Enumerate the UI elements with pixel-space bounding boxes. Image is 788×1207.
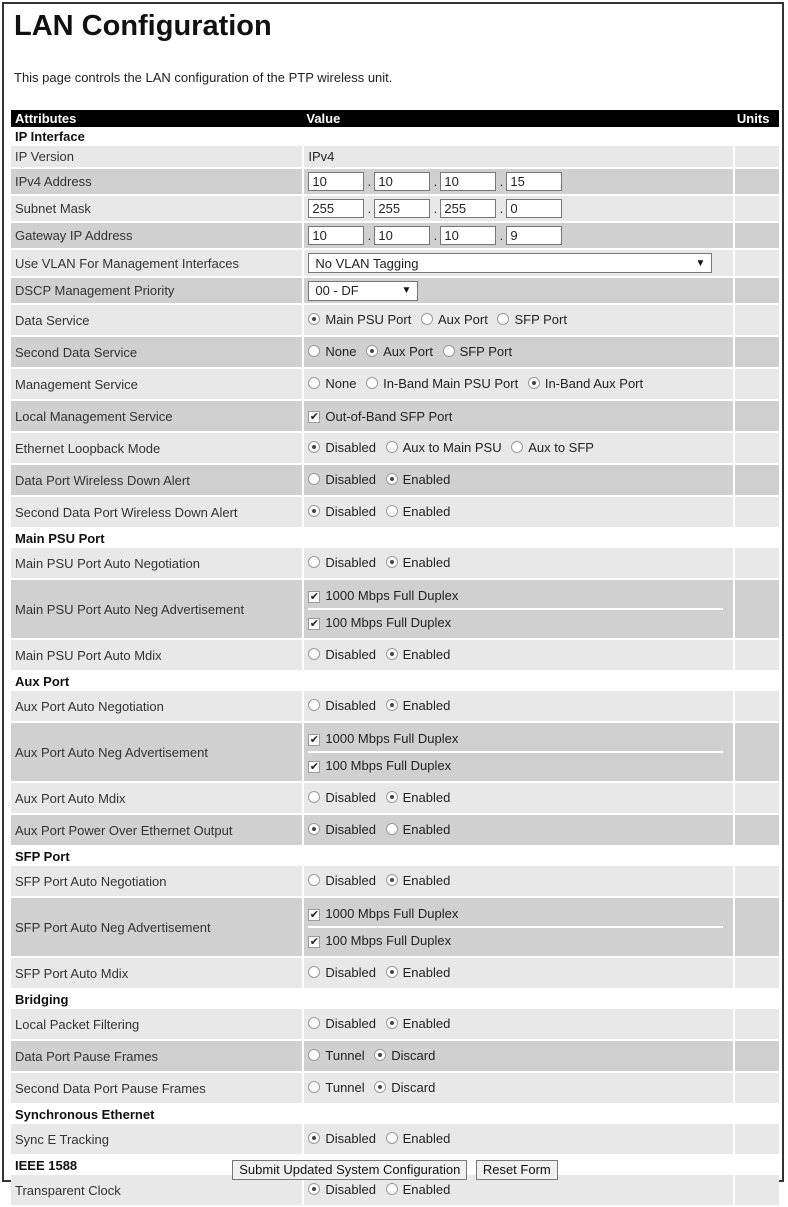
aux-auto-neg-enabled-radio[interactable]: Enabled	[386, 698, 451, 713]
local-mgmt-sfp-checkbox[interactable]: ✔ Out-of-Band SFP Port	[309, 409, 453, 425]
vlan-select[interactable]	[308, 253, 712, 273]
second-alert-enabled-radio[interactable]: Enabled	[386, 504, 451, 519]
radio-icon	[308, 1049, 320, 1061]
section-ieee1588: IEEE 1588	[11, 1156, 779, 1175]
dscp-select[interactable]	[308, 281, 418, 301]
attributes-header: Attributes	[11, 110, 302, 127]
ipv4-address-field: 10 . 10 . 10 . 15	[308, 172, 562, 191]
sfp-auto-neg-enabled-radio[interactable]: Enabled	[386, 873, 451, 888]
table-row	[11, 223, 779, 250]
page-title: LAN Configuration	[14, 10, 272, 42]
local-filter-enabled-radio[interactable]: Enabled	[386, 1016, 451, 1031]
radio-icon	[421, 313, 433, 325]
aux-adv-1000-checkbox[interactable]: ✔ 1000 Mbps Full Duplex	[309, 731, 459, 746]
radio-selected-icon	[308, 1132, 320, 1144]
radio-selected-icon	[386, 648, 398, 660]
second-alert-disabled-radio[interactable]: Disabled	[308, 504, 376, 519]
management-service-label: Management Service	[11, 369, 302, 401]
subnet-octet-3[interactable]: 255	[440, 199, 496, 218]
ipv4-octet-3[interactable]: 10	[440, 172, 496, 191]
page-intro: This page controls the LAN configuration of the PTP wireless unit.	[14, 70, 393, 85]
loopback-aux-main-radio[interactable]: Aux to Main PSU	[386, 440, 502, 455]
section-main-psu: Main PSU Port	[11, 529, 779, 548]
radio-icon	[497, 313, 509, 325]
gateway-octet-1[interactable]: 10	[308, 226, 364, 245]
checkbox-checked-icon: ✔	[309, 734, 319, 746]
radio-selected-icon	[386, 473, 398, 485]
aux-auto-neg-adv-label: Aux Port Auto Neg Advertisement	[11, 723, 302, 783]
main-psu-mdix-label: Main PSU Port Auto Mdix	[11, 640, 302, 672]
radio-selected-icon	[386, 699, 398, 711]
sfp-auto-neg-disabled-radio[interactable]: Disabled	[308, 873, 376, 888]
pause-tunnel-radio[interactable]: Tunnel	[308, 1048, 364, 1063]
aux-adv-100-checkbox[interactable]: ✔ 100 Mbps Full Duplex	[308, 751, 723, 778]
radio-icon	[308, 966, 320, 978]
mgmt-service-main-psu-radio[interactable]: In-Band Main PSU Port	[366, 376, 518, 391]
section-ip-interface: IP Interface	[11, 127, 779, 146]
radio-selected-icon	[308, 441, 320, 453]
gateway-octet-2[interactable]: 10	[374, 226, 430, 245]
main-psu-mdix-disabled-radio[interactable]: Disabled	[308, 647, 376, 662]
sfp-adv-100-checkbox[interactable]: ✔ 100 Mbps Full Duplex	[308, 926, 723, 953]
checkbox-checked-icon: ✔	[309, 909, 319, 921]
table-row	[11, 278, 779, 305]
second-pause-frames-label: Second Data Port Pause Frames	[11, 1073, 302, 1105]
checkbox-checked-icon: ✔	[309, 410, 319, 423]
table-row	[11, 898, 779, 958]
table-row	[11, 401, 779, 433]
units-header: Units	[733, 110, 779, 127]
section-sfp-port: SFP Port	[11, 847, 779, 866]
table-row	[11, 783, 779, 815]
page-frame	[2, 2, 784, 1198]
subnet-octet-1[interactable]: 255	[308, 199, 364, 218]
table-row	[11, 1124, 779, 1156]
radio-selected-icon	[366, 345, 378, 357]
checkbox-checked-icon: ✔	[309, 618, 319, 630]
ipv4-address-label: IPv4 Address	[11, 169, 302, 196]
lan-config-table	[11, 110, 779, 1207]
radio-selected-icon	[528, 377, 540, 389]
table-row	[11, 465, 779, 497]
local-filter-label: Local Packet Filtering	[11, 1009, 302, 1041]
data-service-label: Data Service	[11, 305, 302, 337]
table-row	[11, 369, 779, 401]
radio-icon	[308, 377, 320, 389]
radio-selected-icon	[386, 791, 398, 803]
sfp-mdix-enabled-radio[interactable]: Enabled	[386, 965, 451, 980]
reset-button[interactable]: Reset Form	[476, 1160, 558, 1180]
aux-auto-neg-label: Aux Port Auto Negotiation	[11, 691, 302, 723]
checkbox-checked-icon: ✔	[309, 936, 319, 948]
aux-auto-neg-disabled-radio[interactable]: Disabled	[308, 698, 376, 713]
main-psu-auto-neg-disabled-radio[interactable]: Disabled	[308, 555, 376, 570]
table-row	[11, 1041, 779, 1073]
radio-icon	[308, 648, 320, 660]
mgmt-service-aux-radio[interactable]: In-Band Aux Port	[528, 376, 643, 391]
sfp-auto-neg-adv-label: SFP Port Auto Neg Advertisement	[11, 898, 302, 958]
data-service-main-psu-radio[interactable]: Main PSU Port	[308, 312, 411, 327]
data-alert-disabled-radio[interactable]: Disabled	[308, 472, 376, 487]
second-data-service-none-radio[interactable]: None	[308, 344, 356, 359]
dscp-label: DSCP Management Priority	[11, 278, 302, 305]
pause-discard-radio[interactable]: Discard	[374, 1048, 435, 1063]
main-psu-adv-100-checkbox[interactable]: ✔ 100 Mbps Full Duplex	[308, 608, 723, 635]
table-row	[11, 433, 779, 465]
second-pause-discard-radio[interactable]: Discard	[374, 1080, 435, 1095]
transparent-clock-disabled-radio[interactable]: Disabled	[308, 1182, 376, 1197]
table-row	[11, 723, 779, 783]
table-row	[11, 305, 779, 337]
mgmt-service-none-radio[interactable]: None	[308, 376, 356, 391]
radio-icon	[308, 556, 320, 568]
transparent-clock-enabled-radio[interactable]: Enabled	[386, 1182, 451, 1197]
table-row	[11, 196, 779, 223]
second-data-service-label: Second Data Service	[11, 337, 302, 369]
table-row	[11, 580, 779, 640]
checkbox-checked-icon: ✔	[309, 761, 319, 773]
aux-mdix-disabled-radio[interactable]: Disabled	[308, 790, 376, 805]
main-psu-adv-1000-checkbox[interactable]: ✔ 1000 Mbps Full Duplex	[309, 588, 459, 603]
radio-selected-icon	[308, 505, 320, 517]
radio-icon	[386, 823, 398, 835]
radio-icon	[308, 874, 320, 886]
table-row	[11, 497, 779, 529]
data-service-aux-radio[interactable]: Aux Port	[421, 312, 488, 327]
radio-icon	[308, 699, 320, 711]
section-bridging: Bridging	[11, 990, 779, 1009]
aux-mdix-enabled-radio[interactable]: Enabled	[386, 790, 451, 805]
vlan-label: Use VLAN For Management Interfaces	[11, 250, 302, 278]
sync-e-disabled-radio[interactable]: Disabled	[308, 1131, 376, 1146]
radio-icon	[366, 377, 378, 389]
local-filter-disabled-radio[interactable]: Disabled	[308, 1016, 376, 1031]
main-psu-auto-neg-label: Main PSU Port Auto Negotiation	[11, 548, 302, 580]
table-header	[11, 110, 779, 127]
gateway-octet-4[interactable]: 9	[506, 226, 562, 245]
ipv4-octet-2[interactable]: 10	[374, 172, 430, 191]
second-pause-tunnel-radio[interactable]: Tunnel	[308, 1080, 364, 1095]
transparent-clock-label: Transparent Clock	[11, 1175, 302, 1207]
vlan-select-value: No VLAN Tagging	[315, 255, 419, 271]
loopback-disabled-radio[interactable]: Disabled	[308, 440, 376, 455]
table-row	[11, 169, 779, 196]
radio-icon	[386, 1132, 398, 1144]
radio-selected-icon	[308, 823, 320, 835]
submit-button[interactable]: Submit Updated System Configuration	[232, 1160, 467, 1180]
chevron-down-icon: ▼	[695, 257, 706, 269]
second-data-service-sfp-radio[interactable]: SFP Port	[443, 344, 513, 359]
radio-icon	[308, 1081, 320, 1093]
radio-icon	[308, 1017, 320, 1029]
form-buttons	[4, 1160, 786, 1180]
radio-selected-icon	[386, 556, 398, 568]
data-alert-enabled-radio[interactable]: Enabled	[386, 472, 451, 487]
subnet-mask-label: Subnet Mask	[11, 196, 302, 223]
gateway-label: Gateway IP Address	[11, 223, 302, 250]
table-row	[11, 691, 779, 723]
gateway-field: 10 . 10 . 10 . 9	[308, 226, 562, 245]
table-row	[11, 548, 779, 580]
main-psu-auto-neg-adv-label: Main PSU Port Auto Neg Advertisement	[11, 580, 302, 640]
dscp-select-value: 00 - DF	[315, 283, 359, 298]
ipv4-octet-4[interactable]: 15	[506, 172, 562, 191]
aux-poe-enabled-radio[interactable]: Enabled	[386, 822, 451, 837]
pause-frames-label: Data Port Pause Frames	[11, 1041, 302, 1073]
radio-icon	[308, 473, 320, 485]
chevron-down-icon: ▼	[401, 285, 412, 296]
subnet-octet-2[interactable]: 255	[374, 199, 430, 218]
table-row	[11, 866, 779, 898]
main-psu-mdix-enabled-radio[interactable]: Enabled	[386, 647, 451, 662]
radio-selected-icon	[386, 1017, 398, 1029]
sfp-auto-neg-label: SFP Port Auto Negotiation	[11, 866, 302, 898]
gateway-octet-3[interactable]: 10	[440, 226, 496, 245]
aux-mdix-label: Aux Port Auto Mdix	[11, 783, 302, 815]
second-data-port-alert-label: Second Data Port Wireless Down Alert	[11, 497, 302, 529]
table-row	[11, 337, 779, 369]
table-row	[11, 640, 779, 672]
table-row	[11, 958, 779, 990]
radio-selected-icon	[374, 1081, 386, 1093]
local-mgmt-label: Local Management Service	[11, 401, 302, 433]
sfp-mdix-label: SFP Port Auto Mdix	[11, 958, 302, 990]
sync-e-enabled-radio[interactable]: Enabled	[386, 1131, 451, 1146]
radio-selected-icon	[308, 313, 320, 325]
second-data-service-aux-radio[interactable]: Aux Port	[366, 344, 433, 359]
loopback-label: Ethernet Loopback Mode	[11, 433, 302, 465]
loopback-aux-sfp-radio[interactable]: Aux to SFP	[511, 440, 594, 455]
subnet-octet-4[interactable]: 0	[506, 199, 562, 218]
radio-selected-icon	[374, 1049, 386, 1061]
radio-selected-icon	[386, 874, 398, 886]
data-service-sfp-radio[interactable]: SFP Port	[497, 312, 567, 327]
radio-icon	[511, 441, 523, 453]
radio-icon	[386, 1183, 398, 1195]
radio-selected-icon	[308, 1183, 320, 1195]
checkbox-checked-icon: ✔	[309, 591, 319, 603]
sfp-mdix-disabled-radio[interactable]: Disabled	[308, 965, 376, 980]
section-aux-port: Aux Port	[11, 672, 779, 691]
radio-icon	[386, 505, 398, 517]
radio-icon	[443, 345, 455, 357]
table-row	[11, 146, 779, 169]
radio-selected-icon	[386, 966, 398, 978]
radio-icon	[308, 345, 320, 357]
sync-e-tracking-label: Sync E Tracking	[11, 1124, 302, 1156]
ipv4-octet-1[interactable]: 10	[308, 172, 364, 191]
radio-icon	[386, 441, 398, 453]
ip-version-value: IPv4	[302, 146, 733, 169]
subnet-mask-field: 255 . 255 . 255 . 0	[308, 199, 562, 218]
value-header: Value	[302, 110, 733, 127]
aux-poe-disabled-radio[interactable]: Disabled	[308, 822, 376, 837]
table-row	[11, 815, 779, 847]
ip-version-label: IP Version	[11, 146, 302, 169]
main-psu-auto-neg-enabled-radio[interactable]: Enabled	[386, 555, 451, 570]
sfp-adv-1000-checkbox[interactable]: ✔ 1000 Mbps Full Duplex	[309, 906, 459, 921]
section-sync-ethernet: Synchronous Ethernet	[11, 1105, 779, 1124]
aux-poe-label: Aux Port Power Over Ethernet Output	[11, 815, 302, 847]
table-row	[11, 250, 779, 278]
table-row	[11, 1073, 779, 1105]
radio-icon	[308, 791, 320, 803]
data-port-alert-label: Data Port Wireless Down Alert	[11, 465, 302, 497]
table-row	[11, 1009, 779, 1041]
